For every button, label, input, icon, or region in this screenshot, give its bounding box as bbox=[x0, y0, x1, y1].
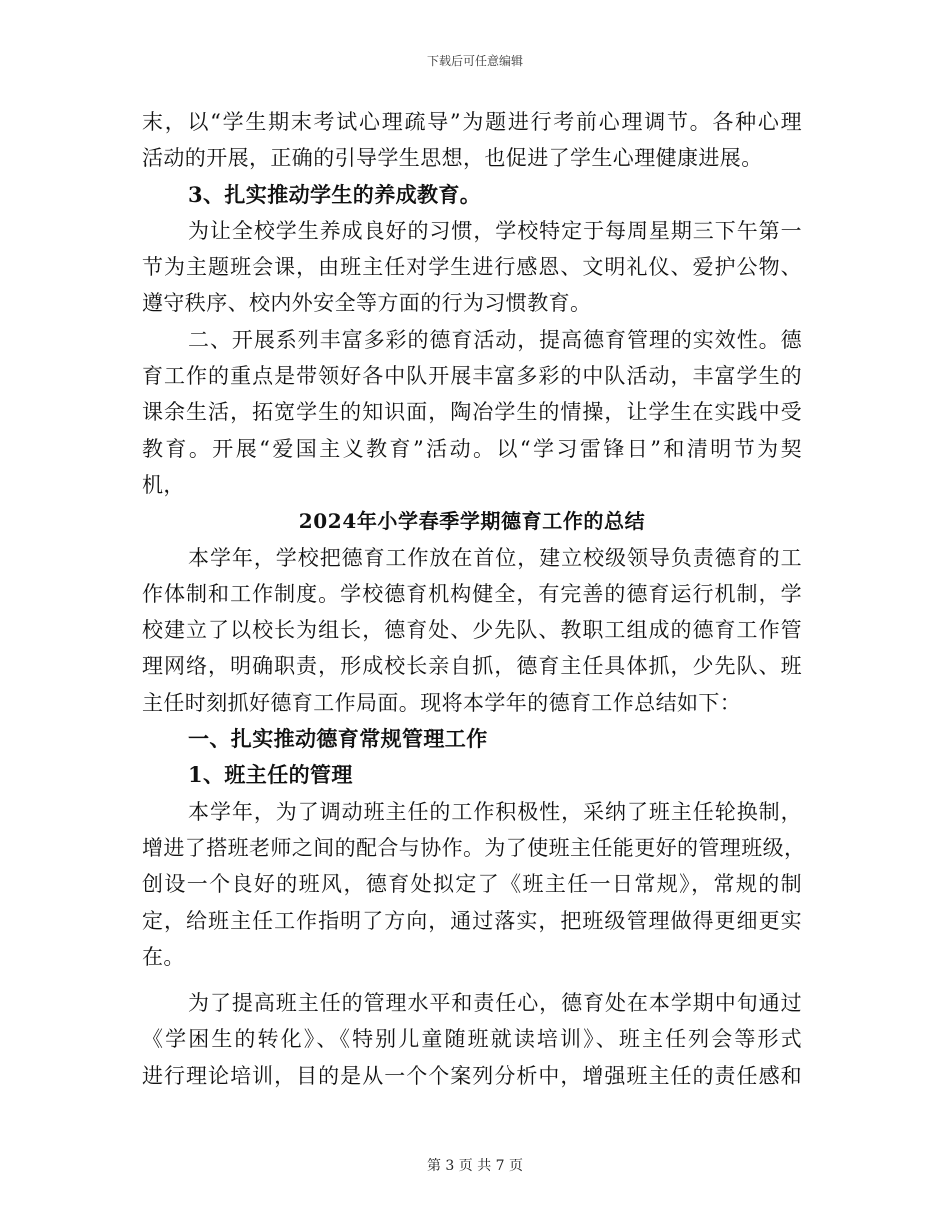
subsection-heading: 1、班主任的管理 bbox=[188, 762, 353, 788]
body-line: 节为主题班会课，由班主任对学生进行感恩、文明礼仪、爱护公物、 bbox=[142, 255, 802, 280]
body-line: 增进了搭班老师之间的配合与协作。为了使班主任能更好的管理班级， bbox=[142, 835, 806, 860]
page-footer: 第 3 页 共 7 页 bbox=[426, 1158, 524, 1174]
body-line: 活动的开展，正确的引导学生思想，也促进了学生心理健康进展。 bbox=[142, 146, 763, 171]
paragraph-first-line: 为让全校学生养成良好的习惯，学校特定于每周星期三下午第一 bbox=[188, 218, 802, 243]
paragraph-first-line: 本学年，学校把德育工作放在首位，建立校级领导负责德育的工 bbox=[188, 545, 802, 570]
document-body bbox=[142, 104, 806, 1094]
body-line: 机， bbox=[142, 472, 185, 497]
body-line: 育工作的重点是带领好各中队开展丰富多彩的中队活动，丰富学生的 bbox=[142, 364, 802, 389]
body-line: 进行理论培训，目的是从一个个案列分析中，增强班主任的责任感和 bbox=[142, 1063, 802, 1088]
body-line: 主任时刻抓好德育工作局面。现将本学年的德育工作总结如下： bbox=[142, 690, 742, 715]
paragraph-first-line: 本学年，为了调动班主任的工作积极性，采纳了班主任轮换制， bbox=[188, 799, 802, 824]
body-line: 《学困生的转化》、《特别儿童随班就读培训》、班主任列会等形式 bbox=[142, 1027, 802, 1052]
paragraph-first-line: 为了提高班主任的管理水平和责任心，德育处在本学期中旬通过 bbox=[188, 991, 802, 1016]
section-heading: 3、扎实推动学生的养成教育。 bbox=[188, 181, 482, 207]
body-line: 教育。开展“爱国主义教育”活动。以“学习雷锋日”和清明节为契 bbox=[142, 436, 802, 461]
body-line: 理网络，明确职责，形成校长亲自抓，德育主任具体抓，少先队、班 bbox=[142, 654, 802, 679]
document-title: 2024年小学春季学期德育工作的总结 bbox=[298, 509, 646, 534]
body-line: 创设一个良好的班风，德育处拟定了《班主任一日常规》，常规的制 bbox=[142, 872, 802, 897]
body-line: 校建立了以校长为组长，德育处、少先队、教职工组成的德育工作管 bbox=[142, 618, 802, 643]
paragraph-first-line: 二、开展系列丰富多彩的德育活动，提高德育管理的实效性。德 bbox=[188, 327, 802, 352]
section-heading: 一、扎实推动德育常规管理工作 bbox=[188, 726, 488, 752]
body-line: 在。 bbox=[142, 944, 185, 969]
body-line: 遵守秩序、校内外安全等方面的行为习惯教育。 bbox=[142, 291, 592, 316]
body-line: 定，给班主任工作指明了方向，通过落实，把班级管理做得更细更实 bbox=[142, 908, 802, 933]
page-header: 下载后可任意编辑 bbox=[426, 54, 523, 68]
body-line: 作体制和工作制度。学校德育机构健全，有完善的德育运行机制，学 bbox=[142, 581, 802, 606]
paragraph-gap bbox=[142, 975, 802, 985]
body-line: 末，以“学生期末考试心理疏导”为题进行考前心理调节。各种心理 bbox=[142, 110, 802, 134]
body-line: 课余生活，拓宽学生的知识面，陶冶学生的情操，让学生在实践中受 bbox=[142, 400, 802, 425]
